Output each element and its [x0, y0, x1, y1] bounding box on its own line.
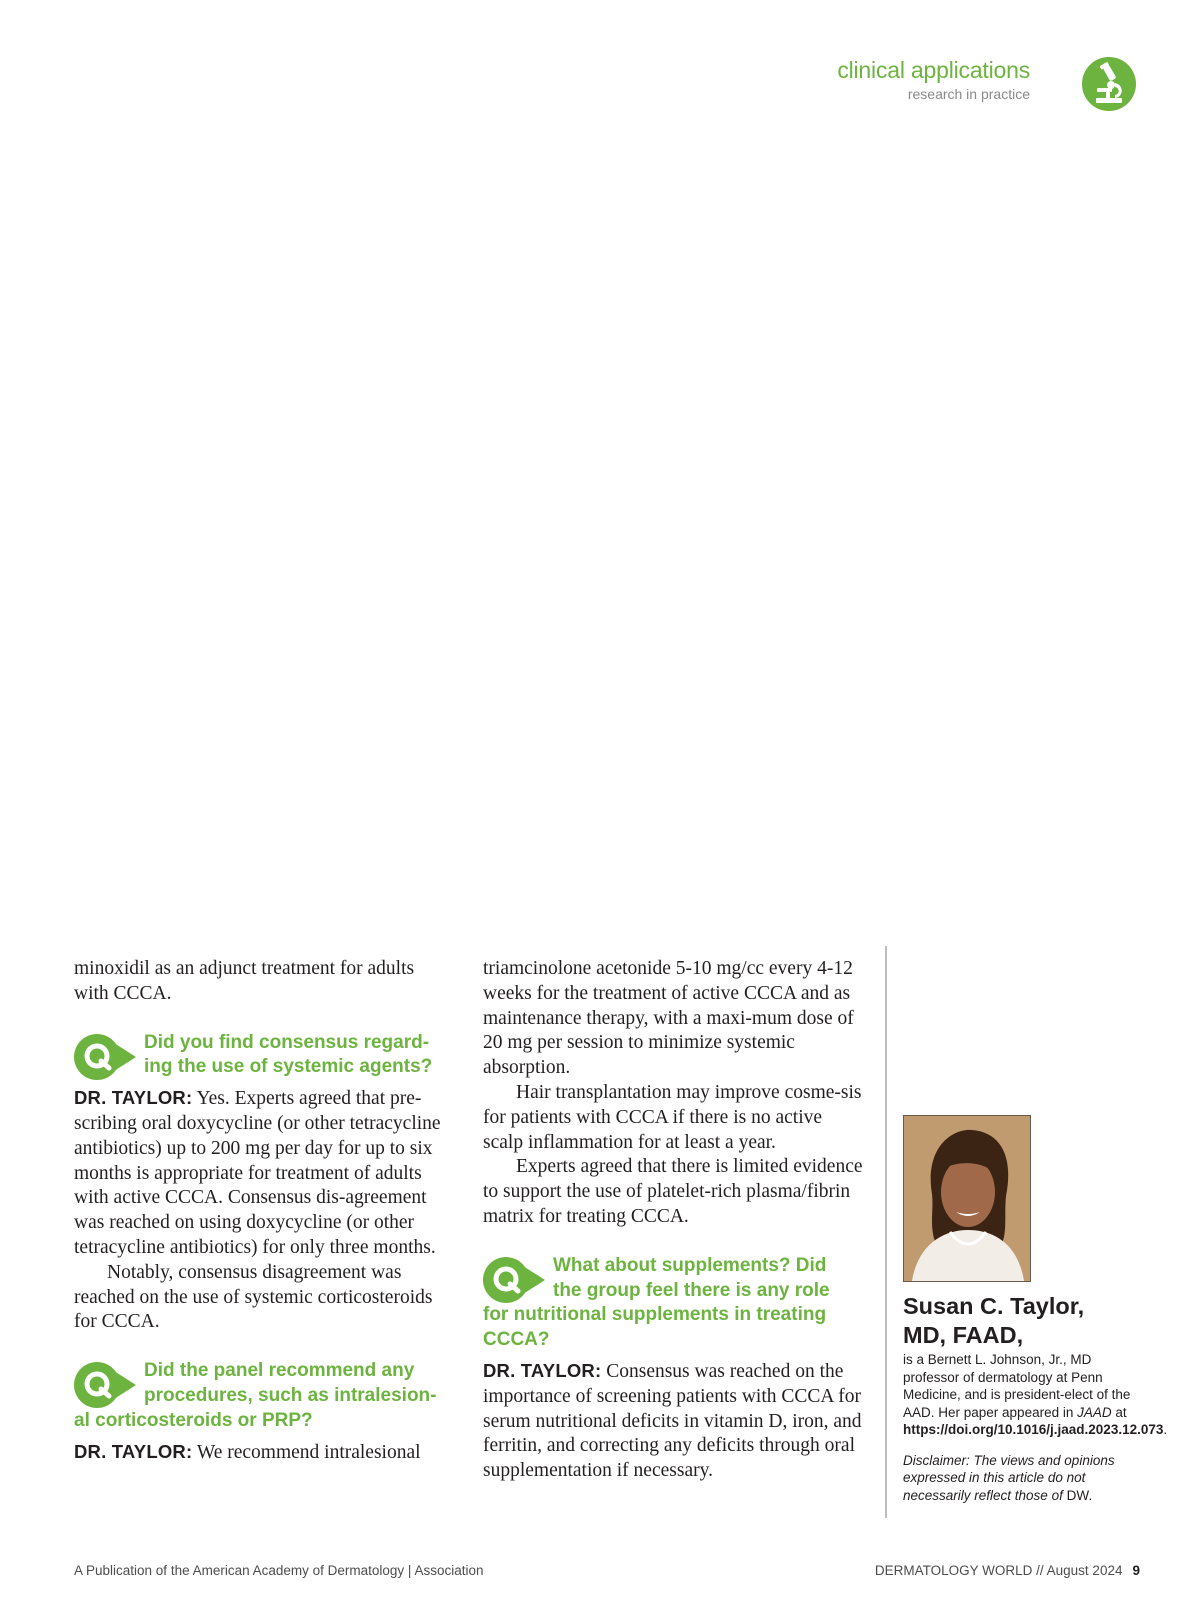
footer-issue: DERMATOLOGY WORLD // August 2024 9 [874, 1563, 1140, 1578]
question-block [74, 1359, 456, 1433]
column-divider [885, 946, 887, 1518]
author-name: Susan C. Taylor, MD, FAAD, [903, 1293, 1085, 1348]
speaker-label: DR. TAYLOR: [483, 1359, 602, 1381]
answer-paragraph: Notably, consensus disagreement was reached on the use of systemic corticosteroids for CCCA. [74, 1261, 433, 1333]
question-block [483, 1254, 865, 1353]
speaker-label: DR. TAYLOR: [74, 1087, 193, 1109]
disclaimer: Disclaimer: The views and opinions expressed in this article do not necessarily reflect those of DW. [903, 1452, 1115, 1503]
author-bio [903, 1292, 1168, 1504]
left-column [74, 957, 456, 1465]
question-block [74, 1031, 456, 1081]
answer-paragraph: DR. TAYLOR: Yes. Experts agreed that pre-scribing oral doxycycline (or other tetracycline antibiotics) up to 200 mg per day for up to six months is appropriate for treatment of adults with active CCCA. Consensus dis-agreement was reached on using doxycycline (or other tetracycline antibiotics) for only three months. [74, 1087, 441, 1258]
answer-paragraph: DR. TAYLOR: We recommend intralesional [74, 1440, 421, 1463]
page-number: 9 [1132, 1563, 1140, 1578]
answer-paragraph: DR. TAYLOR: Consensus was reached on the importance of screening patients with CCCA for serum nutritional deficits in vitamin D, iron, and ferritin, and correcting any deficits through oral supplementation if necessary. [483, 1359, 862, 1482]
author-description: is a Bernett L. Johnson, Jr., MD professor of dermatology at Penn Medicine, and is president-elect of the AAD. Her paper appeared in JAAD at https://doi.org/10.1016/j.jaad.2023.12.073. [903, 1352, 1168, 1437]
doi-link[interactable]: https://doi.org/10.1016/j.jaad.2023.12.073 [903, 1422, 1164, 1437]
question-heading: Did the panel recommend any procedures, such as intralesion- al corticosteroids or PRP? [74, 1360, 437, 1431]
question-heading: Did you find consensus regard- ing the use of systemic agents? [144, 1031, 433, 1078]
body-paragraph: Experts agreed that there is limited evidence to support the use of platelet-rich plasma/fibrin matrix for treating CCCA. [483, 1156, 863, 1227]
footer-publisher: A Publication of the American Academy of Dermatology | Association [74, 1563, 484, 1578]
microscope-icon [1082, 57, 1136, 111]
question-heading: What about supplements? Did the group feel there is any role for nutritional supplements in treating CCCA? [483, 1254, 830, 1351]
body-paragraph: triamcinolone acetonide 5-10 mg/cc every 4-12 weeks for the treatment of active CCCA and as maintenance therapy, with a maxi-mum dose of 20 mg per session to minimize systemic absorption. [483, 958, 854, 1079]
journal-name: JAAD [1077, 1404, 1112, 1420]
body-paragraph: Hair transplantation may improve cosme-sis for patients with CCCA if there is no active scalp inflammation for at least a year. [483, 1081, 862, 1153]
speaker-label: DR. TAYLOR: [74, 1440, 193, 1462]
intro-paragraph: minoxidil as an adjunct treatment for adults with CCCA. [74, 958, 415, 1004]
author-portrait [903, 1115, 1031, 1282]
section-subtitle: research in practice [907, 86, 1030, 102]
question-q-icon [74, 1034, 138, 1080]
question-q-icon [74, 1362, 138, 1408]
middle-column [483, 957, 865, 1484]
section-header [837, 56, 1030, 103]
section-title: clinical applications [837, 57, 1030, 83]
question-q-icon [483, 1257, 547, 1303]
